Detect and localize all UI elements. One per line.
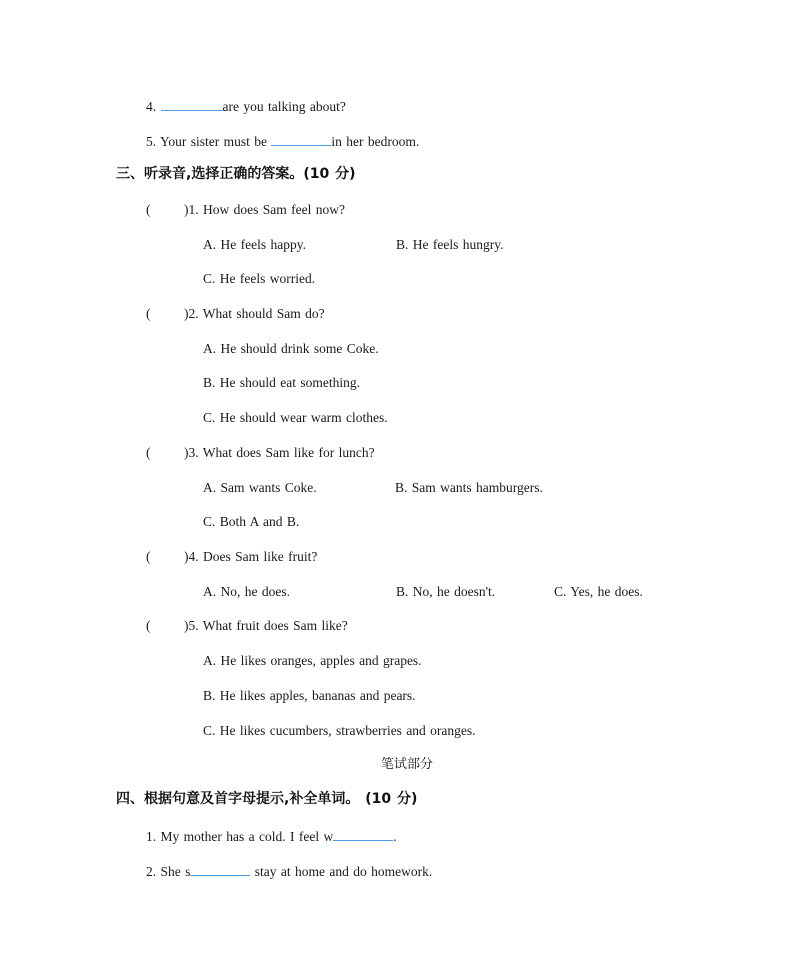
item-text: 1. My mother has a cold. I feel w — [146, 829, 334, 844]
answer-paren-close: ) — [184, 445, 189, 460]
item-text: in her bedroom. — [331, 134, 420, 149]
question-3 — [146, 445, 375, 461]
section-4-heading: 四、根据句意及首字母提示,补全单词。 (10 分) — [116, 791, 418, 807]
item-text: Your sister must be — [160, 134, 268, 149]
answer-blank[interactable] — [161, 97, 223, 111]
fill-item-4 — [146, 97, 346, 115]
question-2 — [146, 306, 325, 322]
answer-paren-open[interactable]: ( — [146, 445, 151, 460]
option-1a: A. He feels happy. — [203, 237, 306, 252]
answer-blank[interactable] — [333, 827, 393, 841]
option-4a: A. No, he does. — [203, 584, 290, 599]
option-2a: A. He should drink some Coke. — [203, 341, 379, 356]
option-1c: C. He feels worried. — [203, 271, 316, 286]
section-3-heading: 三、听录音,选择正确的答案。(10 分) — [116, 166, 356, 182]
option-2c: C. He should wear warm clothes. — [203, 410, 388, 425]
answer-paren-open[interactable]: ( — [146, 202, 151, 217]
fill-item-5 — [146, 132, 419, 150]
answer-paren-open[interactable]: ( — [146, 618, 151, 633]
answer-paren-open[interactable]: ( — [146, 549, 151, 564]
answer-blank[interactable] — [271, 132, 331, 146]
item-text: are you talking about? — [222, 99, 346, 114]
answer-paren-close: ) — [184, 202, 189, 217]
answer-blank[interactable] — [190, 862, 250, 876]
option-4c: C. Yes, he does. — [554, 584, 643, 599]
word-item-1 — [146, 827, 397, 845]
option-4b: B. No, he doesn't. — [396, 584, 496, 599]
answer-paren-close: ) — [184, 549, 189, 564]
option-3b: B. Sam wants hamburgers. — [395, 480, 543, 495]
written-part-title: 笔试部分 — [381, 757, 434, 772]
question-text: 2. What should Sam do? — [188, 306, 325, 321]
answer-paren-close: ) — [184, 306, 189, 321]
answer-paren-close: ) — [184, 618, 189, 633]
question-text: 3. What does Sam like for lunch? — [188, 445, 375, 460]
option-2b: B. He should eat something. — [203, 375, 360, 390]
question-text: 5. What fruit does Sam like? — [188, 618, 348, 633]
option-5b: B. He likes apples, bananas and pears. — [203, 688, 416, 703]
item-text: . — [393, 829, 397, 844]
item-number: 4. — [146, 99, 157, 114]
answer-paren-open[interactable]: ( — [146, 306, 151, 321]
question-text: 1. How does Sam feel now? — [188, 202, 345, 217]
question-5 — [146, 618, 348, 634]
question-text: 4. Does Sam like fruit? — [188, 549, 318, 564]
question-4 — [146, 549, 317, 565]
option-5a: A. He likes oranges, apples and grapes. — [203, 653, 422, 668]
option-3c: C. Both A and B. — [203, 514, 300, 529]
option-5c: C. He likes cucumbers, strawberries and oranges. — [203, 723, 476, 738]
item-text: 2. She s — [146, 864, 191, 879]
option-1b: B. He feels hungry. — [396, 237, 504, 252]
item-number: 5. — [146, 134, 157, 149]
question-1 — [146, 202, 345, 218]
item-text: stay at home and do homework. — [254, 864, 433, 879]
option-3a: A. Sam wants Coke. — [203, 480, 317, 495]
word-item-2 — [146, 862, 432, 880]
